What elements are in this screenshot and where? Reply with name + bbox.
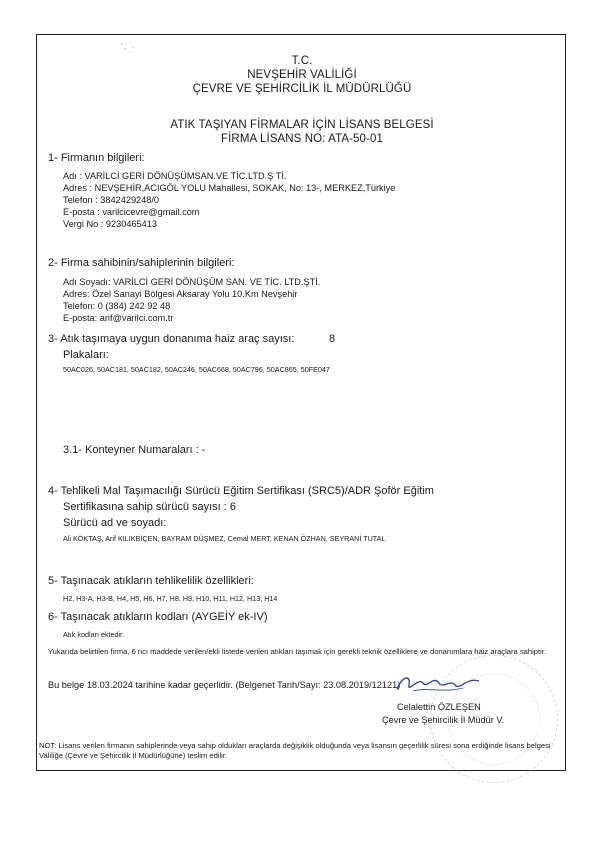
section4-line1: 4- Tehlikeli Mal Taşımacılığı Sürücü Eğitim Sertifikası (SRC5)/ADR Şoför Eğitim — [48, 485, 434, 497]
validity-line: Bu belge 18.03.2024 tarihine kadar geçerlidir. (Belgenet Tarih/Sayı: 23.08.2019/12121) — [48, 680, 401, 690]
section3-title: 3- Atık taşımaya uygun donanıma haiz araç sayısı: — [48, 333, 295, 345]
firm-email: E-posta : varilcicevre@gmail.com — [63, 207, 200, 217]
plates-list: 50AC026, 50AC181, 50AC182, 50AC246, 50AC668, 50AC796, 50AC865, 50FE047 — [63, 365, 330, 374]
official-seal-inner — [448, 673, 540, 765]
firm-phone: Telefon : 3842429248/0 — [63, 195, 160, 205]
header-mudurluk: ÇEVRE VE ŞEHİRCİLİK İL MÜDÜRLÜĞÜ — [192, 83, 412, 95]
drivers-list: Ali KÖKTAŞ, Arif KILIKBİÇEN, BAYRAM DÜŞMEZ, Cemal MERT, KENAN ÖZHAN, SEYRANİ TUTAL — [63, 534, 386, 543]
owner-address: Adres: Özel Sanayi Bölgesi Aksaray Yolu 10.Km Nevşehir — [63, 289, 298, 299]
firm-address: Adres : NEVŞEHİR,ACIGÖL YOLU Mahallesi, SOKAK, No: 13-, MERKEZ,Türkiye — [63, 183, 396, 193]
section6-title: 6- Taşınacak atıkların kodları (AYGEİY ek-IV) — [48, 611, 268, 623]
plates-label: Plakaları: — [63, 349, 109, 361]
footnote: NOT: Lisans verilen firmanın sahiplerinde veya sahip oldukları araçlarda değişiklik olduğunda veya lisansın geçerlilik süresi sona erdiğinde lisans belgesi Valiliğe (Çevre ve Şehircilik İl Müdürlüğüne) teslim edilir. — [39, 741, 551, 760]
header-valilik: NEVŞEHİR VALİLİĞİ — [247, 69, 357, 81]
vehicle-count: 8 — [329, 333, 336, 345]
owner-name: Adı Soyadı: VARİLCİ GERİ DÖNÜŞÜM SAN. VE TİC. LTD.ŞTİ. — [63, 277, 321, 287]
owner-email: E-posta: arif@varilci.com.tr — [63, 313, 174, 323]
signatory-name: Celalettin ÖZLEŞEN — [397, 702, 481, 712]
license-number: FİRMA LİSANS NO: ATA-50-01 — [221, 133, 383, 145]
section2-title: 2- Firma sahibinin/sahiplerinin bilgileri: — [48, 257, 235, 269]
hazard-codes: H2, H3-A, H3-B, H4, H5, H6, H7, H8, H9, H10, H11, H12, H13, H14 — [63, 594, 278, 603]
drivers-label: Sürücü ad ve soyadı: — [63, 517, 167, 529]
section4-line2: Sertifikasına sahip sürücü sayısı : 6 — [63, 501, 237, 513]
signatory-title: Çevre ve Şehircilik İl Müdür V. — [382, 715, 505, 725]
document-title: ATIK TAŞIYAN FİRMALAR İÇİN LİSANS BELGESİ — [170, 119, 434, 131]
firm-tax-no: Vergi No : 9230465413 — [63, 219, 157, 229]
waste-codes-note: Atık kodları ektedir. — [63, 630, 125, 639]
section31-title: 3.1- Konteyner Numaraları : - — [63, 444, 206, 456]
section1-title: 1- Firmanın bilgileri: — [48, 152, 145, 164]
owner-phone: Telefon: 0 (384) 242 92 48 — [63, 301, 171, 311]
capability-statement: Yukarıda belirtilen firma, 6 ncı maddede verilen/ekli listede verilen atıkları taşımak için gerekli teknik özelliklere ve donanımlara haiz araçlara sahiptir. — [48, 647, 547, 656]
firm-name: Adı : VARİLCİ GERİ DÖNÜŞÜMSAN.VE TİC.LTD.Ş Tİ. — [63, 171, 287, 181]
header-tc: T.C. — [291, 55, 313, 67]
section5-title: 5- Taşınacak atıkların tehlikelilik özellikleri: — [48, 575, 254, 587]
